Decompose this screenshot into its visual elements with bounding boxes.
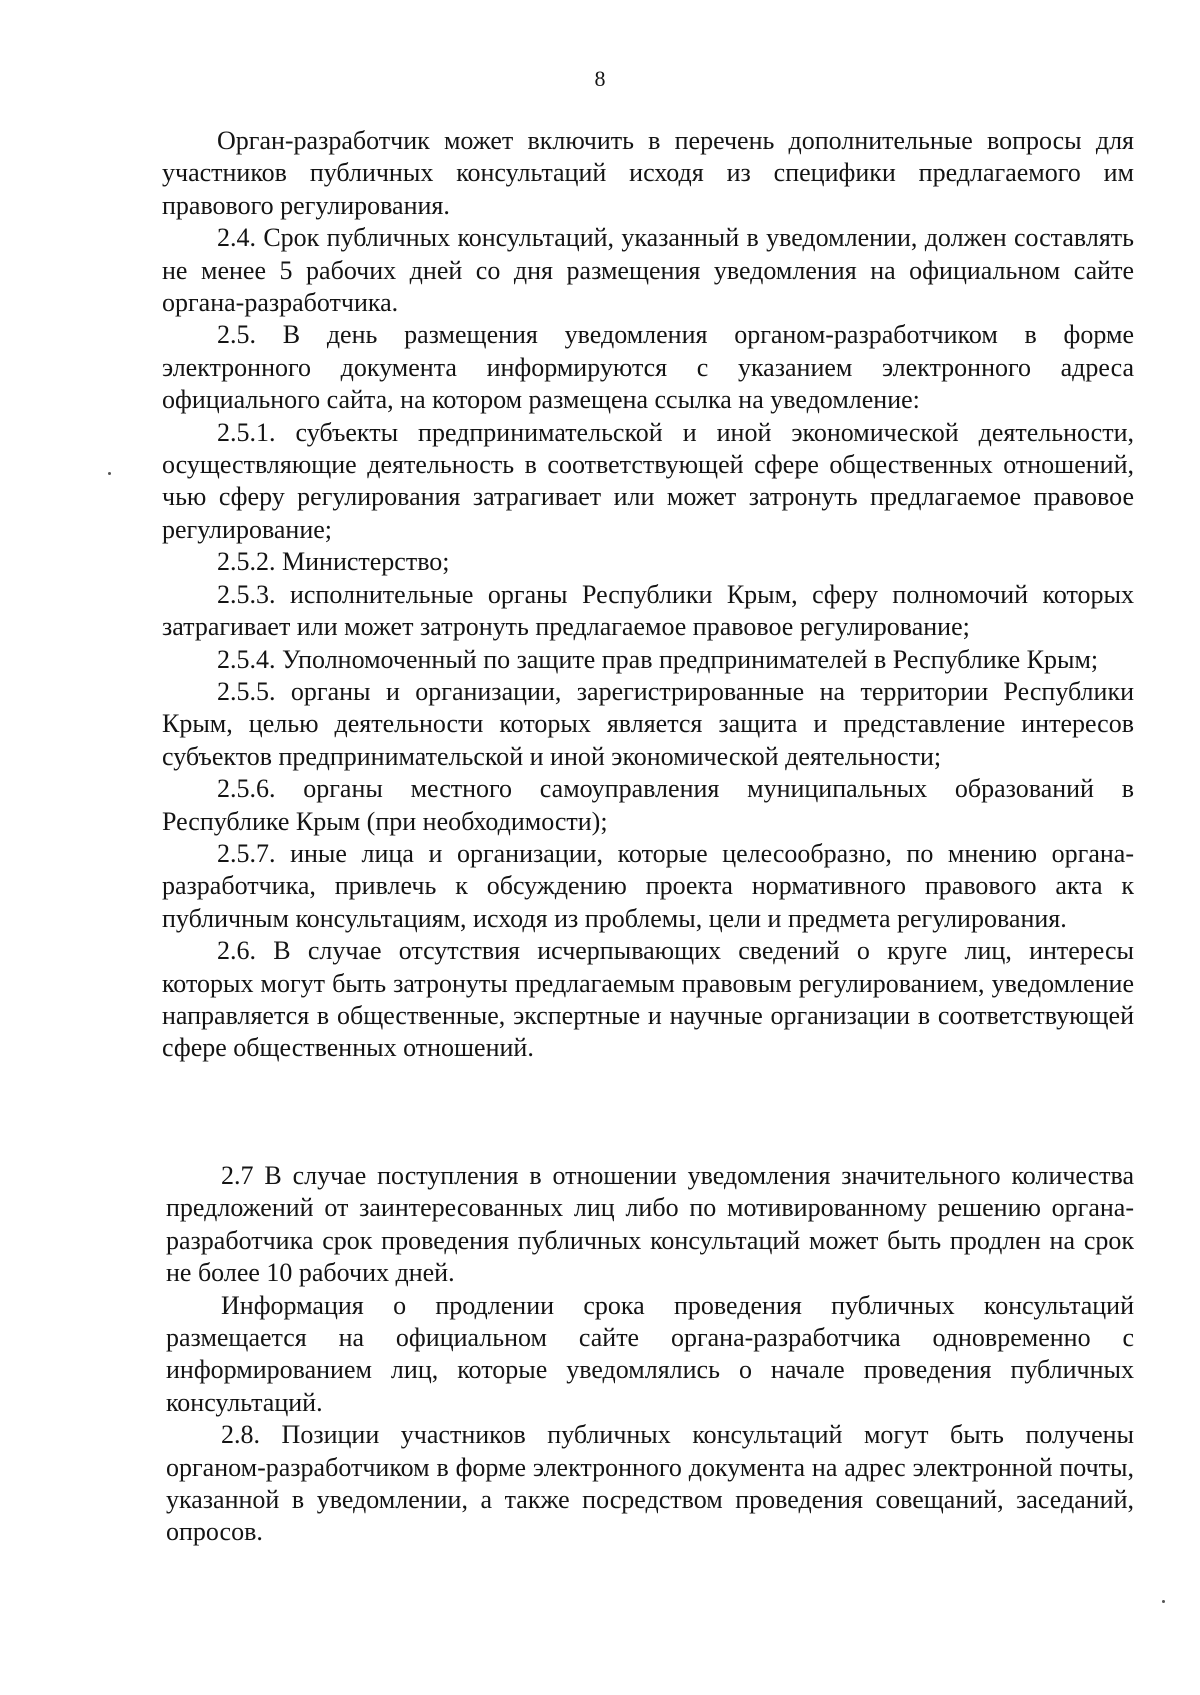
paragraph-extension-info: Информация о продлении срока проведения публичных консультаций размещается на официальном сайте органа-разработчика одновременно с информированием лиц, которые уведомлялись о начале проведения публичных консультаций. (166, 1290, 1134, 1417)
paragraph-2-8: 2.8. Позиции участников публичных консультаций могут быть получены органом-разработчиком в форме электронного документа на адрес электронной почты, указанной в уведомлении, а также посредством проведения совещаний, заседаний, опросов. (166, 1420, 1134, 1547)
paragraph-2-5-3: 2.5.3. исполнительные органы Республики Крым, сферу полномочий которых затрагивает или может затронуть предлагаемое правовое регулирование; (162, 579, 1134, 642)
paragraph-2-5-2: 2.5.2. Министерство; (217, 547, 450, 577)
paragraph-2-4: 2.4. Срок публичных консультаций, указанный в уведомлении, должен составлять не менее 5 рабочих дней со дня размещения уведомления на официальном сайте органа-разработчика. (162, 223, 1134, 318)
scan-speck (108, 472, 111, 475)
paragraph-2-5: 2.5. В день размещения уведомления органом-разработчиком в форме электронного документа информируются с указанием электронного адреса официального сайта, на котором размещена ссылка на уведомление: (162, 320, 1134, 415)
page-number: 8 (594, 66, 606, 91)
paragraph-additional-questions: Орган-разработчик может включить в перечень дополнительные вопросы для участников публичных консультаций исходя из специфики предлагаемого им правового регулирования. (162, 126, 1134, 220)
paragraph-2-5-6: 2.5.6. органы местного самоуправления муниципальных образований в Республике Крым (при необходимости); (162, 774, 1134, 836)
paragraph-2-5-7: 2.5.7. иные лица и организации, которые целесообразно, по мнению органа-разработчика, привлечь к обсуждению проекта нормативного правового акта к публичным консультациям, исходя из проблемы, цели и предмета регулирования. (162, 838, 1134, 933)
paragraph-2-5-4: 2.5.4. Уполномоченный по защите прав предпринимателей в Республике Крым; (217, 644, 1099, 674)
paragraph-2-5-1: 2.5.1. субъекты предпринимательской и иной экономической деятельности, осуществляющие деятельность в соответствующей сфере общественных отношений, чью сферу регулирования затрагивает или может затронуть предлагаемое правовое регулирование; (162, 417, 1134, 544)
document-body-lower (166, 1160, 1134, 1549)
scan-speck (1162, 1600, 1165, 1603)
paragraph-2-5-5: 2.5.5. органы и организации, зарегистрированные на территории Республики Крым, целью деятельности которых является защита и представление интересов субъектов предпринимательской и иной экономической деятельности; (162, 676, 1134, 771)
document-body-upper (162, 125, 1134, 1065)
paragraph-2-6: 2.6. В случае отсутствия исчерпывающих сведений о круге лиц, интересы которых могут быть затронуты предлагаемым правовым регулированием, уведомление направляется в общественные, экспертные и научные организации в соответствующей сфере общественных отношений. (162, 936, 1134, 1063)
paragraph-2-7: 2.7 В случае поступления в отношении уведомления значительного количества предложений от заинтересованных лиц либо по мотивированному решению органа-разработчика срок проведения публичных консультаций может быть продлен на срок не более 10 рабочих дней. (166, 1161, 1134, 1288)
